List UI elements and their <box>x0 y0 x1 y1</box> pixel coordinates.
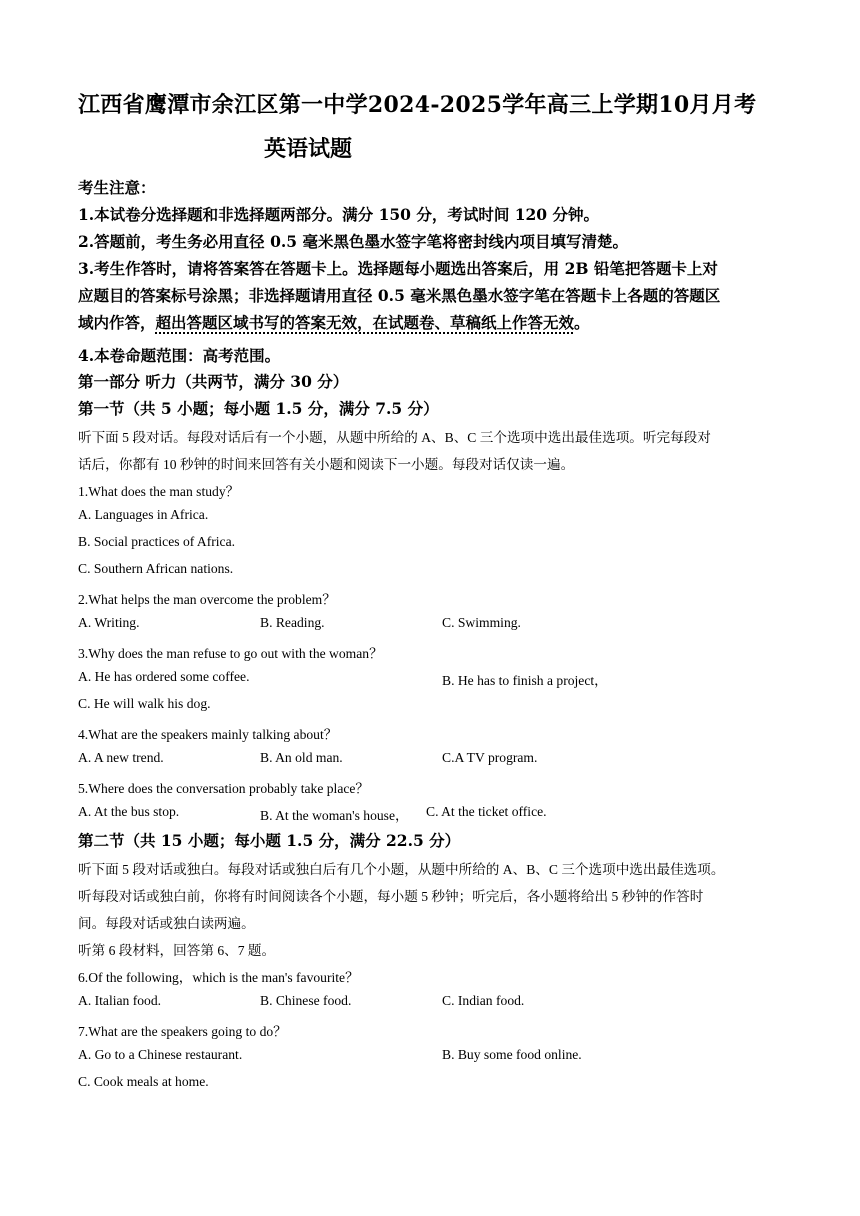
section2-instructions-1: 听下面 5 段对话或独白。每段对话或独白后有几个小题，从题中所给的 A、B、C 三个选项中选出最佳选项。 <box>78 862 725 877</box>
notes-heading: 考生注意： <box>78 178 156 197</box>
q6-option-b: B. Chinese food. <box>260 993 352 1008</box>
q6-option-c: C. Indian food. <box>442 993 525 1008</box>
section1-instructions-1: 听下面 5 段对话。每段对话后有一个小题，从题中所给的 A、B、C 三个选项中选出最佳选项。听完每段对 <box>78 430 711 445</box>
material-6-label: 听第 6 段材料，回答第 6、7 题。 <box>78 943 276 958</box>
section2-instructions-2: 听每段对话或独白前，你将有时间阅读各个小题，每小题 5 秒钟；听完后，各小题将给出 5 秒钟的作答时 <box>78 889 704 904</box>
q5-option-a: A. At the bus stop. <box>78 804 180 819</box>
question-1: 1.What does the man study？ <box>78 484 240 499</box>
note-3-line-3 <box>78 311 590 333</box>
question-3: 3.Why does the man refuse to go out with the woman？ <box>78 646 383 661</box>
note-3-line-2: 应题目的答案标号涂黑；非选择题请用直径 0.5 毫米黑色墨水签字笔在答题卡上各题的答题区 <box>78 286 721 305</box>
q4-option-c: C.A TV program. <box>442 750 538 765</box>
section1-heading: 第一节（共 5 小题；每小题 1.5 分，满分 7.5 分） <box>78 399 439 418</box>
section2-heading: 第二节（共 15 小题；每小题 1.5 分，满分 22.5 分） <box>78 831 461 850</box>
q4-option-a: A. A new trend. <box>78 750 164 765</box>
note-1: 1.本试卷分选择题和非选择题两部分。满分 150 分，考试时间 120 分钟。 <box>78 205 599 224</box>
q5-option-b: B. At the woman's house， <box>260 808 409 823</box>
q2-option-c: C. Swimming. <box>442 615 521 630</box>
q7-option-a: A. Go to a Chinese restaurant. <box>78 1047 243 1062</box>
q6-option-a: A. Italian food. <box>78 993 162 1008</box>
note-3-post: 。 <box>574 313 590 332</box>
note-3-emphasis: 超出答题区域书写的答案无效，在试题卷、草稿纸上作答无效 <box>155 313 575 332</box>
question-6: 6.Of the following，which is the man's favourite？ <box>78 970 359 985</box>
q1-option-b: B. Social practices of Africa. <box>78 534 236 549</box>
part1-heading: 第一部分 听力（共两节，满分 30 分） <box>78 372 349 391</box>
note-2: 2.答题前，考生务必用直径 0.5 毫米黑色墨水签字笔将密封线内项目填写清楚。 <box>78 232 628 251</box>
exam-title: 江西省鹰潭市余江区第一中学2024-2025学年高三上学期10月月考 <box>78 92 757 118</box>
q2-option-a: A. Writing. <box>78 615 140 630</box>
note-3-line-1: 3.考生作答时，请将答案答在答题卡上。选择题每小题选出答案后，用 2B 铅笔把答题卡上对 <box>78 259 718 278</box>
q1-option-c: C. Southern African nations. <box>78 561 234 576</box>
section2-instructions-3: 间。每段对话或独白读两遍。 <box>78 916 255 931</box>
q2-option-b: B. Reading. <box>260 615 325 630</box>
q5-option-c: C. At the ticket office. <box>426 804 547 819</box>
section1-instructions-2: 话后，你都有 10 秒钟的时间来回答有关小题和阅读下一小题。每段对话仅读一遍。 <box>78 457 575 472</box>
question-2: 2.What helps the man overcome the problem？ <box>78 592 336 607</box>
question-4: 4.What are the speakers mainly talking about？ <box>78 727 338 742</box>
q1-option-a: A. Languages in Africa. <box>78 507 209 522</box>
note-3-pre: 域内作答， <box>78 313 156 332</box>
q3-option-b: B. He has to finish a project， <box>442 673 608 688</box>
q3-option-c: C. He will walk his dog. <box>78 696 211 711</box>
q7-option-b: B. Buy some food online. <box>442 1047 582 1062</box>
question-7: 7.What are the speakers going to do？ <box>78 1024 287 1039</box>
question-5: 5.Where does the conversation probably take place？ <box>78 781 370 796</box>
q7-option-c: C. Cook meals at home. <box>78 1074 209 1089</box>
q3-option-a: A. He has ordered some coffee. <box>78 669 250 684</box>
q4-option-b: B. An old man. <box>260 750 343 765</box>
exam-subtitle: 英语试题 <box>264 136 353 162</box>
note-4: 4.本卷命题范围：高考范围。 <box>78 346 281 365</box>
